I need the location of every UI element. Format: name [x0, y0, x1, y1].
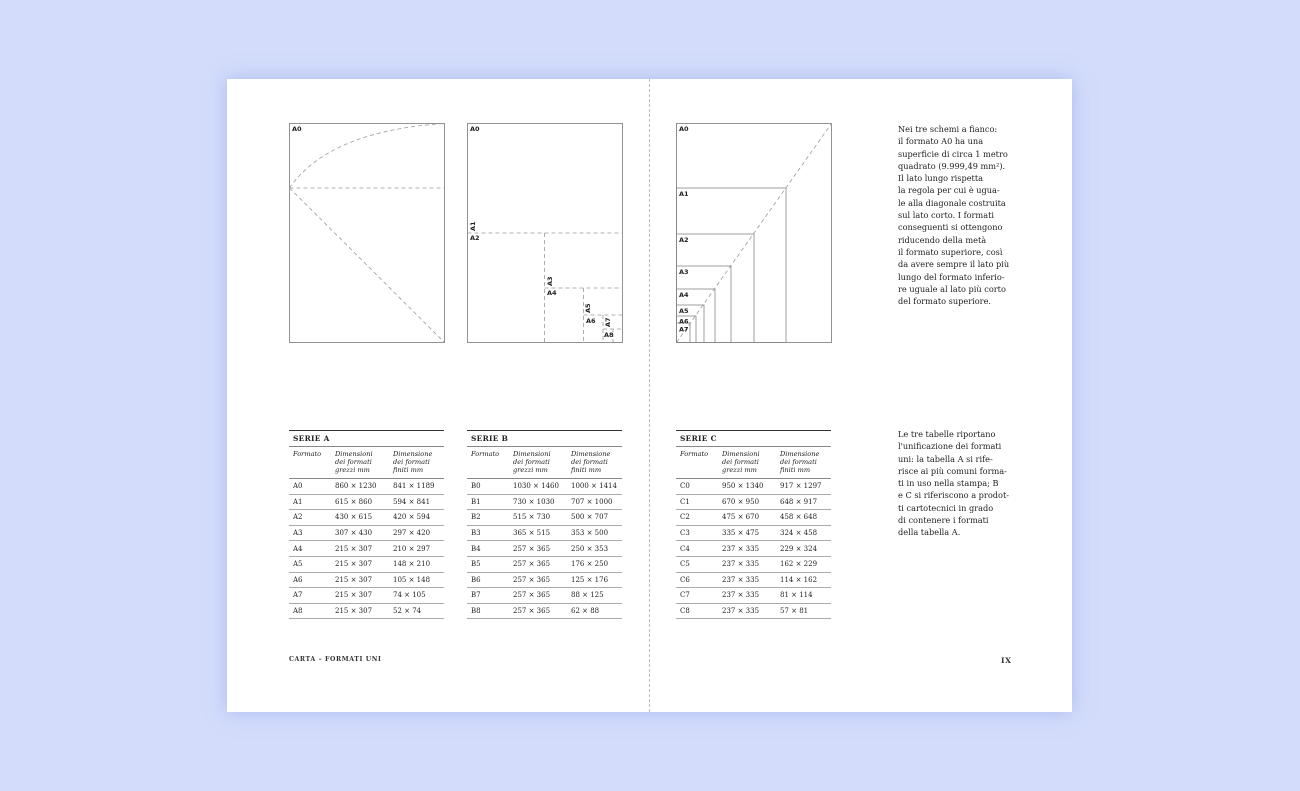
running-footer: CARTA – FORMATI UNI [289, 656, 382, 663]
column-header: Formato [467, 447, 509, 479]
table-row [467, 541, 622, 557]
table-cell: 229 × 324 [776, 541, 831, 557]
column-header: Formato [676, 447, 718, 479]
table-row [467, 479, 622, 495]
table-serie-b [467, 430, 622, 619]
table-cell: 215 × 307 [331, 541, 389, 557]
table-cell: C4 [676, 541, 718, 557]
table-cell: C3 [676, 525, 718, 541]
table-cell: 324 × 458 [776, 525, 831, 541]
label-a5: A5 [679, 307, 689, 315]
table-cell: A5 [289, 556, 331, 572]
table-cell: B8 [467, 603, 509, 619]
label-a2: A2 [470, 234, 480, 242]
table-cell: B4 [467, 541, 509, 557]
label-a4: A4 [547, 289, 557, 297]
table-cell: 1000 × 1414 [567, 479, 622, 495]
label-a1: A1 [679, 190, 689, 198]
table-cell: B1 [467, 494, 509, 510]
table-row [467, 525, 622, 541]
table-cell: 297 × 420 [389, 525, 444, 541]
table-cell: 52 × 74 [389, 603, 444, 619]
table-cell: 648 × 917 [776, 494, 831, 510]
table-row [676, 525, 831, 541]
table-cell: 210 × 297 [389, 541, 444, 557]
table-row [289, 556, 444, 572]
table-row [289, 494, 444, 510]
table-serie-a [289, 430, 444, 619]
table-cell: 57 × 81 [776, 603, 831, 619]
table-cell: 515 × 730 [509, 510, 567, 526]
diagram-a-nested [676, 123, 833, 345]
table-cell: 215 × 307 [331, 556, 389, 572]
table-cell: 62 × 88 [567, 603, 622, 619]
table-cell: 114 × 162 [776, 572, 831, 588]
table-row [467, 588, 622, 604]
table-cell: B7 [467, 588, 509, 604]
table-title: SERIE A [289, 431, 444, 447]
table-cell: 257 × 365 [509, 603, 567, 619]
table-row [467, 603, 622, 619]
table-cell: C1 [676, 494, 718, 510]
column-header: Dimensione dei formati finiti mm [776, 447, 831, 479]
diagram-a0-construction [289, 123, 446, 345]
table-cell: 237 × 335 [718, 572, 776, 588]
table-cell: A2 [289, 510, 331, 526]
table-cell: B2 [467, 510, 509, 526]
table-cell: 365 × 515 [509, 525, 567, 541]
table-cell: 215 × 307 [331, 572, 389, 588]
table-cell: C7 [676, 588, 718, 604]
label-a7: A7 [679, 325, 689, 334]
table-row [676, 603, 831, 619]
table-cell: 148 × 210 [389, 556, 444, 572]
column-header: Dimensioni dei formati grezzi mm [718, 447, 776, 479]
column-header: Dimensioni dei formati grezzi mm [331, 447, 389, 479]
label-a5: A5 [584, 303, 592, 313]
label-a3: A3 [546, 276, 554, 286]
label-a4: A4 [679, 291, 689, 299]
label-a0: A0 [679, 125, 689, 133]
table-cell: 162 × 229 [776, 556, 831, 572]
table-title: SERIE C [676, 431, 831, 447]
table-cell: 237 × 335 [718, 556, 776, 572]
table-row [676, 572, 831, 588]
table-row [467, 494, 622, 510]
table-cell: 841 × 1189 [389, 479, 444, 495]
table-cell: 917 × 1297 [776, 479, 831, 495]
label-a0: A0 [470, 125, 480, 133]
table-cell: A7 [289, 588, 331, 604]
table-row [289, 541, 444, 557]
table-cell: A4 [289, 541, 331, 557]
note-diagrams: Nei tre schemi a fianco: il formato A0 ha una superficie di circa 1 metro quadrato (9.999,49 mm²). Il lato lungo rispetta la regola per cui è ugua- le alla diagonale costruita sul lato corto. I formati conseguenti si ottengono riducendo della metà il formato superiore, così da avere sempre il lato più lungo del formato inferio- re uguale al lato più corto del formato superiore. [898, 124, 1010, 307]
diagram-a-subdivision [467, 123, 624, 345]
table-cell: 1030 × 1460 [509, 479, 567, 495]
table-cell: 176 × 250 [567, 556, 622, 572]
table-cell: 950 × 1340 [718, 479, 776, 495]
table-cell: 257 × 365 [509, 572, 567, 588]
table-cell: A0 [289, 479, 331, 495]
table-row [467, 510, 622, 526]
label-a2: A2 [679, 236, 689, 244]
table-cell: 335 × 475 [718, 525, 776, 541]
table-cell: B6 [467, 572, 509, 588]
table-serie-c [676, 430, 831, 619]
table-row [676, 556, 831, 572]
label-a1: A1 [469, 221, 477, 231]
table-row [289, 479, 444, 495]
page-gutter [649, 79, 650, 712]
table-cell: 257 × 365 [509, 556, 567, 572]
table-cell: 860 × 1230 [331, 479, 389, 495]
table-row [676, 479, 831, 495]
table-title: SERIE B [467, 431, 622, 447]
table-cell: C5 [676, 556, 718, 572]
table-cell: C8 [676, 603, 718, 619]
table-row [676, 494, 831, 510]
table-cell: 420 × 594 [389, 510, 444, 526]
table-cell: 615 × 860 [331, 494, 389, 510]
table-cell: 475 × 670 [718, 510, 776, 526]
table-cell: 257 × 365 [509, 541, 567, 557]
label-a6: A6 [586, 317, 596, 325]
table-cell: B3 [467, 525, 509, 541]
table-row [289, 572, 444, 588]
table-cell: B0 [467, 479, 509, 495]
table-cell: 250 × 353 [567, 541, 622, 557]
column-header: Dimensioni dei formati grezzi mm [509, 447, 567, 479]
label-a0: A0 [292, 125, 302, 133]
table-row [676, 588, 831, 604]
book-spread [227, 79, 1072, 712]
table-row [289, 588, 444, 604]
table-cell: A1 [289, 494, 331, 510]
table-row [467, 572, 622, 588]
table-cell: 88 × 125 [567, 588, 622, 604]
label-a3: A3 [679, 268, 689, 276]
table-cell: 237 × 335 [718, 603, 776, 619]
table-row [289, 510, 444, 526]
table-cell: 670 × 950 [718, 494, 776, 510]
table-cell: C0 [676, 479, 718, 495]
table-cell: B5 [467, 556, 509, 572]
page-number: IX [1001, 656, 1012, 665]
table-cell: 307 × 430 [331, 525, 389, 541]
table-cell: 81 × 114 [776, 588, 831, 604]
note-tables: Le tre tabelle riportano l'unificazione dei formati uni: la tabella A si rife- risce ai più comuni forma- ti in uso nella stampa; B e C si riferiscono a prodot- ti cartotecnici in grado di contenere i formati della tabella A. [898, 429, 1009, 538]
label-a6: A6 [679, 317, 689, 326]
table-row [676, 541, 831, 557]
table-cell: 707 × 1000 [567, 494, 622, 510]
table-cell: 500 × 707 [567, 510, 622, 526]
table-cell: 430 × 615 [331, 510, 389, 526]
table-row [676, 510, 831, 526]
label-a7: A7 [604, 317, 612, 327]
table-cell: 237 × 335 [718, 588, 776, 604]
table-cell: 237 × 335 [718, 541, 776, 557]
column-header: Dimensione dei formati finiti mm [567, 447, 622, 479]
column-header: Dimensione dei formati finiti mm [389, 447, 444, 479]
table-cell: 215 × 307 [331, 603, 389, 619]
table-cell: 105 × 148 [389, 572, 444, 588]
table-cell: 458 × 648 [776, 510, 831, 526]
column-header: Formato [289, 447, 331, 479]
table-cell: 74 × 105 [389, 588, 444, 604]
table-cell: 125 × 176 [567, 572, 622, 588]
table-cell: C2 [676, 510, 718, 526]
table-cell: A8 [289, 603, 331, 619]
label-a8: A8 [604, 331, 614, 339]
table-cell: A3 [289, 525, 331, 541]
table-row [289, 603, 444, 619]
table-cell: 730 × 1030 [509, 494, 567, 510]
table-cell: 594 × 841 [389, 494, 444, 510]
table-cell: 257 × 365 [509, 588, 567, 604]
table-row [289, 525, 444, 541]
table-cell: 215 × 307 [331, 588, 389, 604]
table-cell: 353 × 500 [567, 525, 622, 541]
table-cell: A6 [289, 572, 331, 588]
table-row [467, 556, 622, 572]
table-cell: C6 [676, 572, 718, 588]
